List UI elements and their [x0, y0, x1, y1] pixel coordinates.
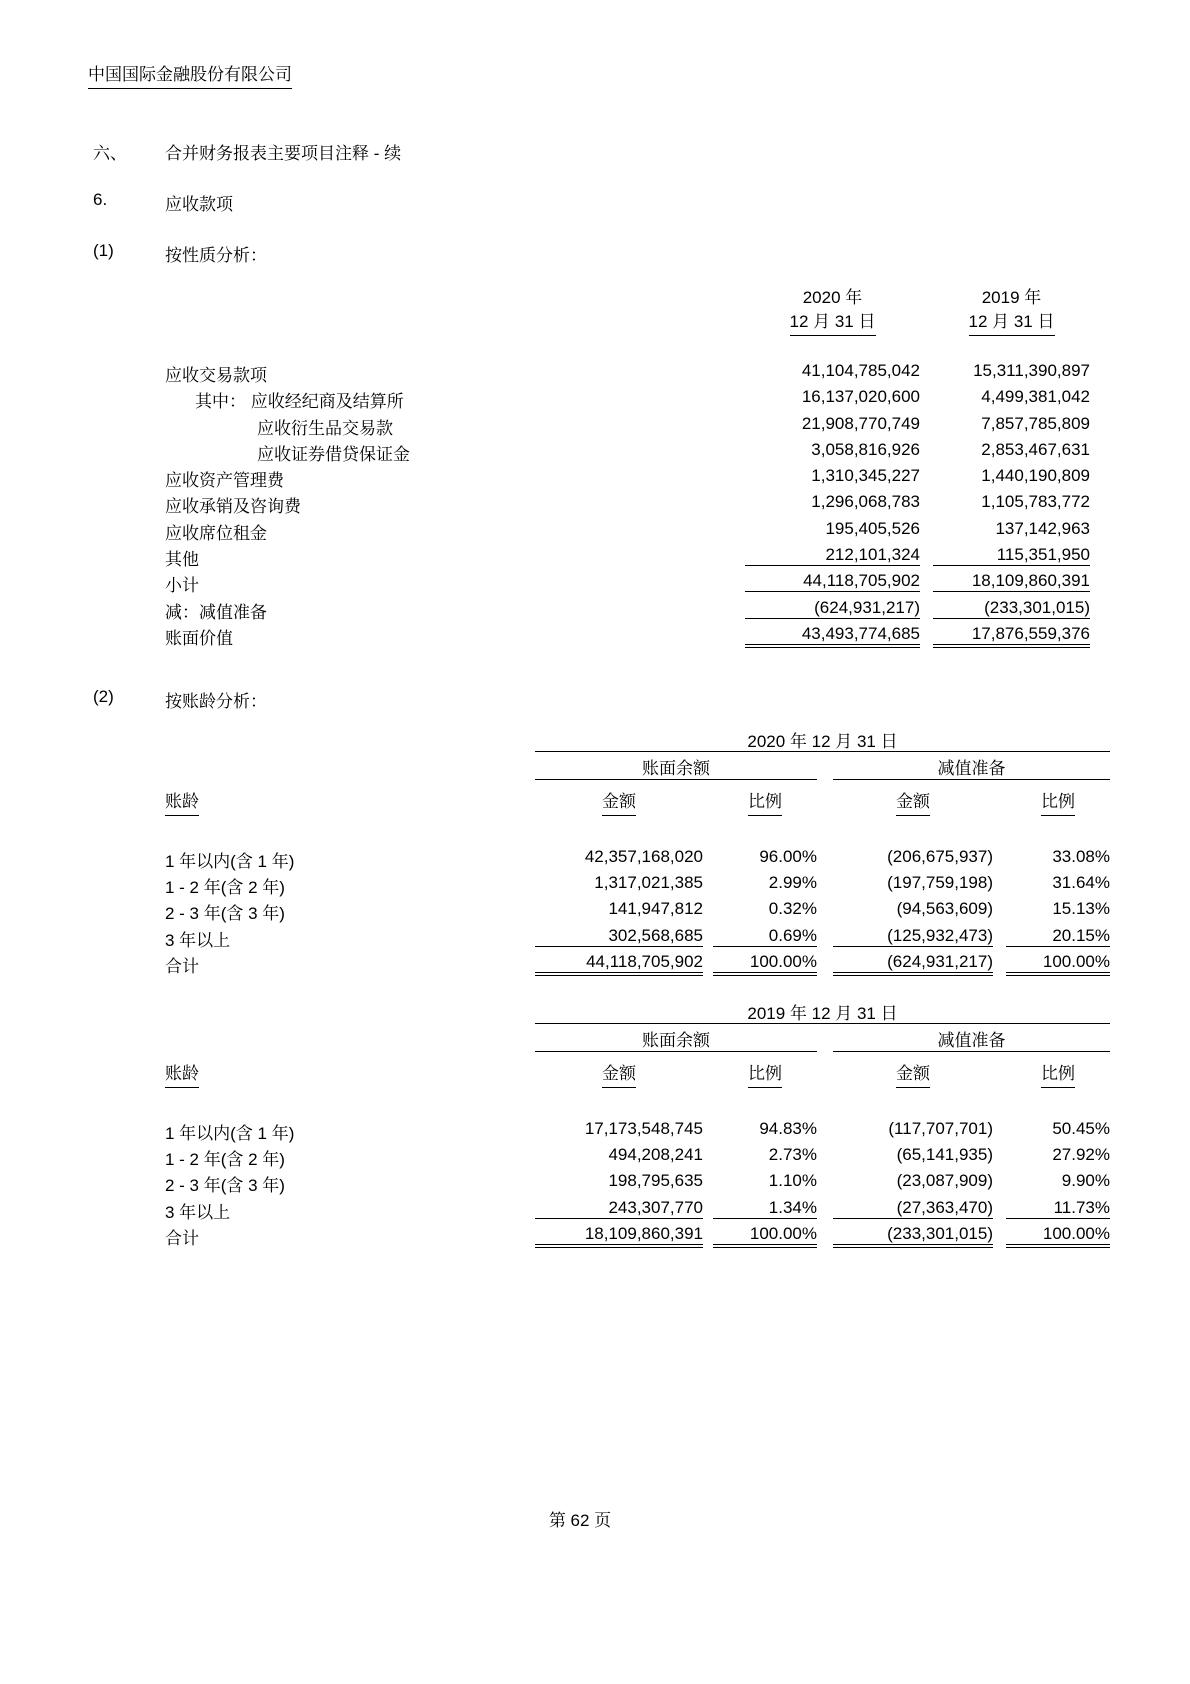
- part1-number: (1): [93, 241, 114, 260]
- row-label: 应收资产管理费: [165, 471, 284, 491]
- table-row: [165, 1171, 1110, 1197]
- col-age-header: 账龄: [165, 787, 199, 816]
- impairment-amount: (197,759,198): [887, 873, 993, 893]
- aging-column-headers: [165, 787, 1110, 814]
- gross-ratio: 0.32%: [768, 899, 817, 919]
- row-label: 应收交易款项: [165, 366, 267, 385]
- impairment-amount: (23,087,909): [896, 1171, 993, 1191]
- row-label: 其他: [165, 550, 199, 570]
- gross-amount: 198,795,635: [608, 1171, 703, 1191]
- gross-ratio: 96.00%: [759, 847, 817, 866]
- age-label: 1 - 2 年(含 2 年): [165, 1150, 285, 1170]
- impairment-ratio: 27.92%: [1052, 1145, 1110, 1165]
- value-2019: 1,105,783,772: [981, 492, 1090, 512]
- impairment-amount: (624,931,217): [833, 952, 993, 976]
- table-row: [165, 440, 1090, 466]
- table-row: [165, 387, 1090, 413]
- impairment-amount: (206,675,937): [887, 847, 993, 866]
- value-2020: 41,104,785,042: [801, 361, 920, 380]
- impairment-ratio: 20.15%: [1006, 926, 1110, 947]
- gross-amount: 17,173,548,745: [584, 1119, 703, 1138]
- table-row: [165, 414, 1090, 440]
- table-row: [165, 545, 1090, 571]
- note-number: 6.: [93, 190, 108, 209]
- table-row: [165, 873, 1110, 899]
- group-gross-balance: 账面余额: [535, 754, 817, 780]
- impairment-amount: (117,707,701): [888, 1119, 993, 1138]
- row-label: 减：减值准备: [165, 602, 267, 622]
- aging-group-headers: [165, 1026, 1110, 1052]
- col-amount-header: 金额: [896, 1059, 930, 1088]
- table-row: [165, 519, 1090, 545]
- age-label: 1 - 2 年(含 2 年): [165, 878, 285, 898]
- age-label: 2 - 3 年(含 3 年): [165, 1176, 285, 1196]
- value-2019: 137,142,963: [995, 518, 1090, 538]
- nature-table-date-header: [165, 307, 1090, 333]
- gross-amount: 494,208,241: [608, 1145, 703, 1165]
- col-age-header: 账龄: [165, 1059, 199, 1088]
- table-row: [165, 899, 1110, 925]
- gross-amount: 1,317,021,385: [594, 873, 703, 893]
- gross-ratio: 0.69%: [713, 926, 817, 947]
- table-row: [165, 492, 1090, 518]
- aging-group-headers: [165, 754, 1110, 780]
- value-2020: 3,058,816,926: [811, 439, 920, 459]
- col-ratio-header: 比例: [748, 1059, 782, 1088]
- gross-amount: 141,947,812: [608, 899, 703, 919]
- col-ratio-header: 比例: [1041, 1059, 1075, 1088]
- aging-table-2019: [165, 999, 1110, 1250]
- table-row: [165, 1119, 1110, 1145]
- part2-title: 按账龄分析：: [165, 692, 267, 711]
- company-name: 中国国际金融股份有限公司: [88, 60, 292, 89]
- value-2020: (624,931,217): [745, 598, 920, 619]
- value-2020: 1,310,345,227: [811, 466, 920, 486]
- impairment-ratio: 100.00%: [1006, 952, 1110, 976]
- age-label: 2 - 3 年(含 3 年): [165, 904, 285, 924]
- row-label: 账面价值: [165, 628, 233, 648]
- age-label: 3 年以上: [165, 930, 231, 950]
- impairment-amount: (27,363,470): [833, 1198, 993, 1219]
- col-amount-header: 金额: [896, 787, 930, 816]
- value-2019: 1,440,190,809: [981, 466, 1090, 486]
- impairment-amount: (125,932,473): [833, 926, 993, 947]
- table-row-total: [165, 952, 1110, 978]
- aging-table-title: 2020 年 12 月 31 日: [535, 727, 1110, 752]
- row-label: 小计: [165, 576, 199, 596]
- group-gross-balance: 账面余额: [535, 1026, 817, 1052]
- group-impairment: 减值准备: [833, 754, 1110, 780]
- company-header: [88, 60, 292, 89]
- row-label: 应收承销及咨询费: [165, 497, 301, 517]
- group-impairment: 减值准备: [833, 1026, 1110, 1052]
- table-row: [165, 847, 1110, 873]
- impairment-ratio: 15.13%: [1052, 899, 1110, 919]
- nature-table-rows: [165, 361, 1090, 650]
- table-row: [165, 466, 1090, 492]
- part2-number: (2): [93, 687, 114, 706]
- value-2020: 43,493,774,685: [745, 624, 920, 648]
- value-2019: 115,351,950: [933, 545, 1090, 566]
- table-row: [165, 598, 1090, 624]
- value-2019: 4,499,381,042: [981, 387, 1090, 407]
- col-ratio-header: 比例: [1041, 787, 1075, 816]
- gross-amount: 302,568,685: [535, 926, 703, 947]
- age-label: 1 年以内(含 1 年): [165, 852, 295, 871]
- gross-amount: 44,118,705,902: [535, 952, 703, 976]
- age-label: 3 年以上: [165, 1202, 231, 1222]
- impairment-ratio: 50.45%: [1052, 1119, 1110, 1138]
- table-row: [165, 1198, 1110, 1224]
- gross-ratio: 1.10%: [768, 1171, 817, 1191]
- value-2019: 15,311,390,897: [973, 361, 1090, 380]
- value-2020: 21,908,770,749: [801, 413, 920, 433]
- table-row: [165, 1145, 1110, 1171]
- aging-rows: [165, 847, 1110, 978]
- gross-amount: 42,357,168,020: [584, 847, 703, 866]
- gross-amount: 243,307,770: [535, 1198, 703, 1219]
- aging-table-2020: [165, 727, 1110, 978]
- row-label: 其中： 应收经纪商及结算所: [195, 392, 404, 412]
- age-label: 合计: [165, 1228, 199, 1248]
- note-title: 应收款项: [165, 195, 233, 214]
- section-number: 六、: [93, 144, 127, 163]
- gross-amount: 18,109,860,391: [535, 1224, 703, 1248]
- value-2020: 195,405,526: [825, 518, 920, 538]
- value-2019: 2,853,467,631: [981, 439, 1090, 459]
- value-2019: 18,109,860,391: [933, 571, 1090, 592]
- col-ratio-header: 比例: [748, 787, 782, 816]
- value-2020: 212,101,324: [745, 545, 920, 566]
- date-2020-header: 12 月 31 日: [790, 307, 876, 336]
- page-footer: [0, 1506, 1160, 1531]
- aging-column-headers: [165, 1059, 1110, 1086]
- gross-ratio: 100.00%: [713, 1224, 817, 1248]
- table-row: [165, 926, 1110, 952]
- part1-title: 按性质分析：: [165, 246, 267, 265]
- value-2020: 44,118,705,902: [745, 571, 920, 592]
- value-2020: 1,296,068,783: [811, 492, 920, 512]
- age-label: 合计: [165, 956, 199, 976]
- gross-ratio: 2.99%: [768, 873, 817, 893]
- table-row-subtotal: [165, 571, 1090, 597]
- aging-rows: [165, 1119, 1110, 1250]
- value-2019: 7,857,785,809: [981, 413, 1090, 433]
- table-row-total: [165, 624, 1090, 650]
- impairment-ratio: 9.90%: [1061, 1171, 1110, 1191]
- year-2019-header: 2019 年: [981, 288, 1042, 307]
- row-label: 应收证券借贷保证金: [257, 444, 410, 464]
- aging-table-title: 2019 年 12 月 31 日: [535, 999, 1110, 1024]
- nature-table: [165, 283, 1090, 650]
- row-label: 应收衍生品交易款: [257, 418, 393, 438]
- row-label: 应收席位租金: [165, 523, 267, 543]
- table-row: [165, 361, 1090, 387]
- gross-ratio: 2.73%: [768, 1145, 817, 1165]
- gross-ratio: 94.83%: [759, 1119, 817, 1138]
- impairment-amount: (65,141,935): [896, 1145, 993, 1165]
- impairment-ratio: 100.00%: [1006, 1224, 1110, 1248]
- col-amount-header: 金额: [602, 787, 636, 816]
- page-number: 第 62 页: [548, 1511, 612, 1530]
- impairment-ratio: 11.73%: [1006, 1198, 1110, 1219]
- gross-ratio: 100.00%: [713, 952, 817, 976]
- gross-ratio: 1.34%: [713, 1198, 817, 1219]
- impairment-ratio: 31.64%: [1052, 873, 1110, 893]
- nature-table-year-header: [165, 283, 1090, 307]
- value-2020: 16,137,020,600: [801, 387, 920, 407]
- impairment-amount: (233,301,015): [833, 1224, 993, 1248]
- date-2019-header: 12 月 31 日: [969, 307, 1055, 336]
- value-2019: (233,301,015): [933, 598, 1090, 619]
- table-row-total: [165, 1224, 1110, 1250]
- col-amount-header: 金额: [602, 1059, 636, 1088]
- section-title: 合并财务报表主要项目注释 - 续: [165, 144, 402, 163]
- age-label: 1 年以内(含 1 年): [165, 1124, 295, 1143]
- impairment-ratio: 33.08%: [1052, 847, 1110, 866]
- value-2019: 17,876,559,376: [933, 624, 1090, 648]
- impairment-amount: (94,563,609): [896, 899, 993, 919]
- year-2020-header: 2020 年: [802, 288, 863, 307]
